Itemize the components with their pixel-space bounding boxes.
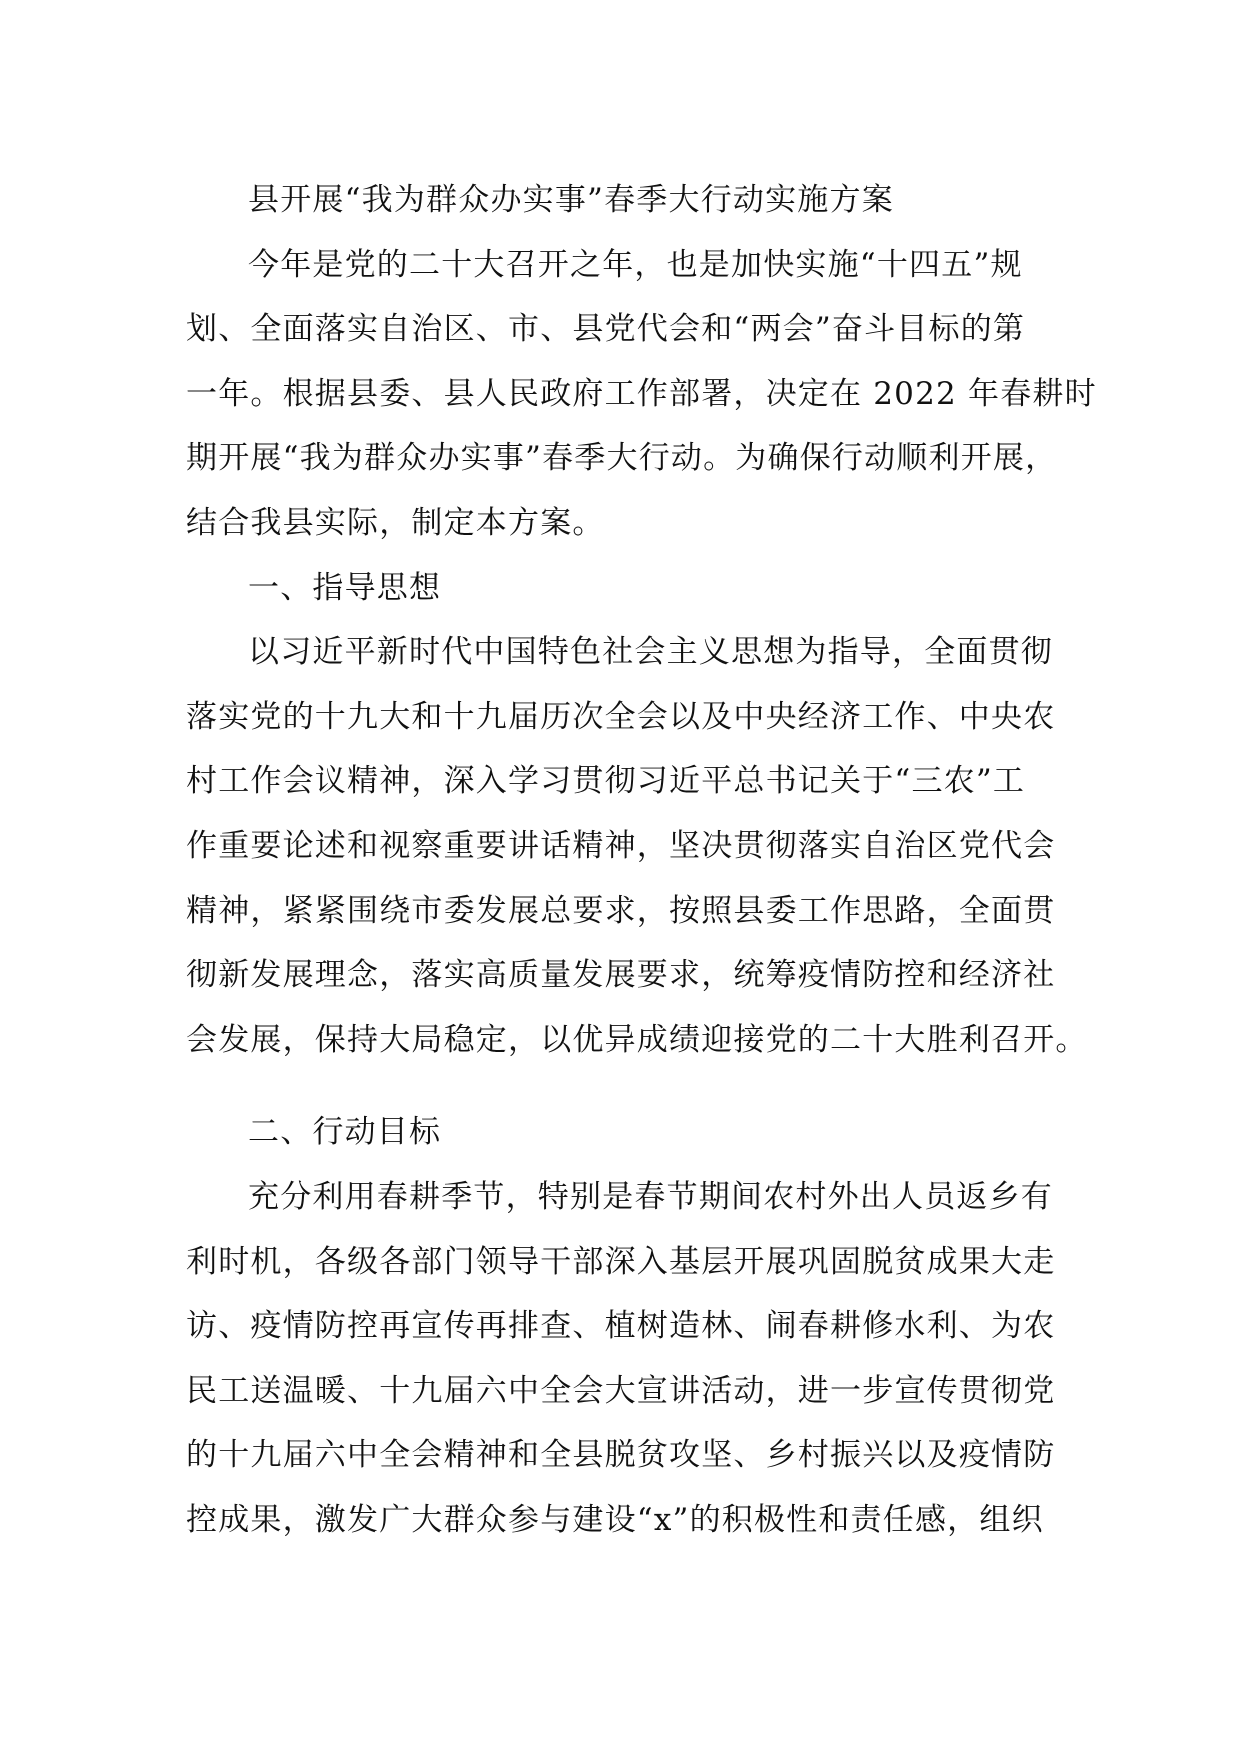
section1-line: 村工作会议精神，深入学习贯彻习近平总书记关于“三农”工 [186, 763, 1026, 800]
section2-line: 利时机，各级各部门领导干部深入基层开展巩固脱贫成果大走 [186, 1243, 1056, 1280]
section2-line: 访、疫情防控再宣传再排查、植树造林、闹春耕修水利、为农 [186, 1308, 1056, 1345]
section2-line: 的十九届六中全会精神和全县脱贫攻坚、乡村振兴以及疫情防 [186, 1437, 1056, 1474]
document-body [186, 168, 1097, 1552]
section1-line: 彻新发展理念，落实高质量发展要求，统筹疫情防控和经济社 [186, 957, 1056, 994]
section1-line: 落实党的十九大和十九届历次全会以及中央经济工作、中央农 [186, 698, 1056, 735]
section1-line: 以习近平新时代中国特色社会主义思想为指导，全面贯彻 [248, 634, 1053, 671]
section1-line: 会发展，保持大局稳定，以优异成绩迎接党的二十大胜利召开。 [186, 1021, 1088, 1058]
section2-line: 民工送温暖、十九届六中全会大宣讲活动，进一步宣传贯彻党 [186, 1372, 1056, 1409]
section-heading-action-goals: 二、行动目标 [248, 1114, 442, 1151]
section-heading-guiding-ideology: 一、指导思想 [248, 569, 442, 606]
intro-line: 期开展“我为群众办实事”春季大行动。为确保行动顺利开展， [186, 440, 1058, 477]
intro-line: 划、全面落实自治区、市、县党代会和“两会”奋斗目标的第 [186, 311, 1026, 348]
section2-line: 控成果，激发广大群众参与建设“x”的积极性和责任感，组织 [186, 1501, 1044, 1538]
document-title: 县开展“我为群众办实事”春季大行动实施方案 [248, 182, 894, 218]
section2-line: 充分利用春耕季节，特别是春节期间农村外出人员返乡有 [248, 1178, 1053, 1215]
intro-line: 结合我县实际，制定本方案。 [186, 504, 605, 541]
paragraph-gap [186, 1072, 1066, 1100]
section1-line: 作重要论述和视察重要讲话精神，坚决贯彻落实自治区党代会 [186, 827, 1056, 864]
section1-line: 精神，紧紧围绕市委发展总要求，按照县委工作思路，全面贯 [186, 892, 1056, 929]
intro-line: 一年。根据县委、县人民政府工作部署，决定在 2022 年春耕时 [186, 375, 1097, 412]
intro-line: 今年是党的二十大召开之年，也是加快实施“十四五”规 [248, 246, 1023, 283]
